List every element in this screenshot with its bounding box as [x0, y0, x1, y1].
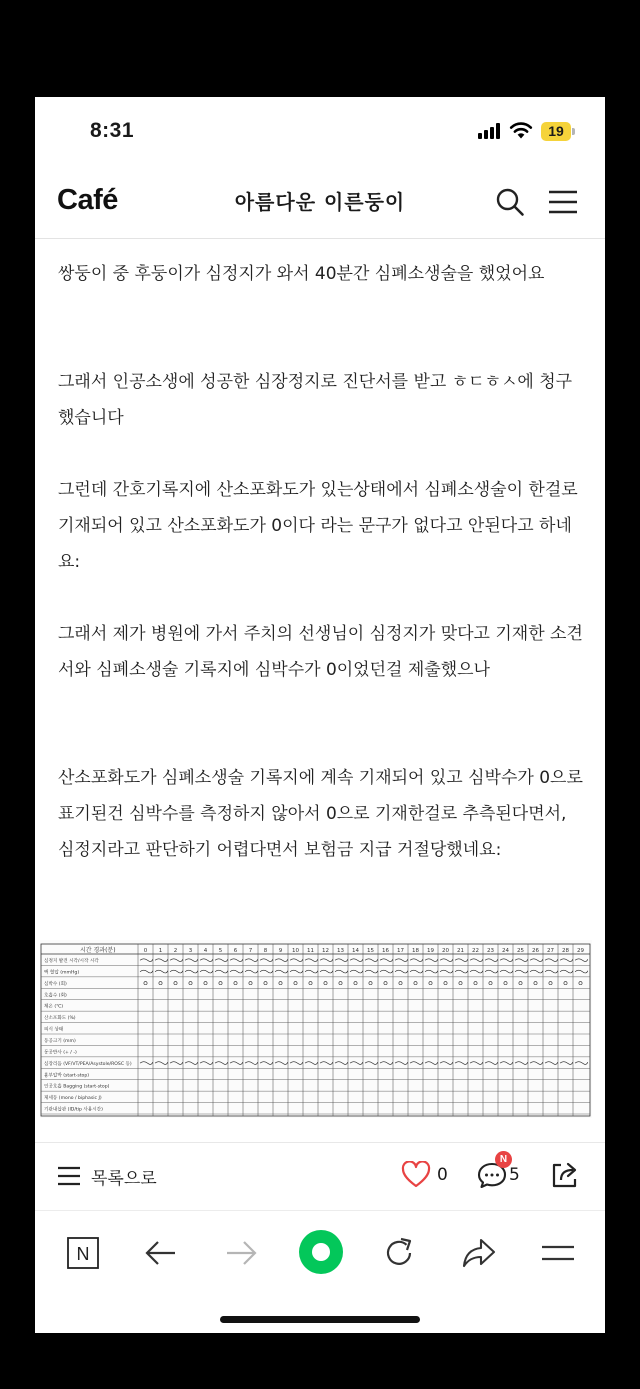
record-row-label: 동공크기 (mm)	[44, 1039, 76, 1044]
handwriting-mark	[545, 970, 558, 973]
handwriting-mark	[170, 1062, 183, 1065]
handwriting-mark	[335, 970, 348, 973]
record-minute-label: 18	[412, 948, 419, 954]
handwriting-mark	[350, 959, 363, 962]
search-icon[interactable]	[495, 187, 525, 217]
phone-screen	[35, 97, 605, 1333]
record-minute-label: 26	[532, 948, 539, 954]
handwriting-mark	[309, 982, 312, 985]
record-minute-label: 2	[173, 948, 178, 954]
naver-n-label: N	[76, 1244, 90, 1264]
handwriting-mark	[470, 970, 483, 973]
back-arrow-icon[interactable]	[141, 1233, 181, 1273]
article-paragraph: 그래서 제가 병원에 가서 주치의 선생님이 심정지가 맞다고 기재한 소견서와 심폐소생술 기록지에 심박수가 0이었던걸 제출했으나	[58, 624, 583, 680]
record-minute-label: 8	[263, 948, 268, 954]
record-minute-label: 16	[382, 948, 389, 954]
comment-button[interactable]	[477, 1154, 520, 1190]
handwriting-mark	[155, 959, 168, 962]
handwriting-mark	[189, 982, 192, 985]
article-paragraph: 그런데 간호기록지에 산소포화도가 있는상태에서 심폐소생술이 한걸로 기재되어 있고 산소포화도가 0이다 라는 문구가 없다고 안된다고 하네요:	[58, 480, 578, 572]
wifi-icon	[509, 121, 533, 139]
status-time: 8:31	[90, 119, 135, 142]
handwriting-mark	[260, 1062, 273, 1065]
handwriting-mark	[380, 970, 393, 973]
handwriting-mark	[365, 1062, 378, 1065]
handwriting-mark	[455, 959, 468, 962]
handwriting-mark	[140, 959, 153, 962]
article-body	[35, 240, 605, 1140]
cafe-logo[interactable]: Café	[57, 184, 118, 216]
back-to-list-label: 목록으로	[91, 1168, 157, 1189]
back-to-list-button[interactable]	[57, 1161, 157, 1191]
record-minute-label: 0	[143, 948, 148, 954]
handwriting-mark	[200, 1062, 213, 1065]
handwriting-mark	[350, 970, 363, 973]
record-minute-label: 14	[352, 948, 359, 954]
handwriting-mark	[249, 982, 252, 985]
handwriting-mark	[234, 982, 237, 985]
record-minute-label: 4	[203, 948, 208, 954]
handwriting-mark	[414, 982, 417, 985]
handwriting-mark	[504, 982, 507, 985]
handwriting-mark	[305, 970, 318, 973]
handwriting-mark	[230, 1062, 243, 1065]
handwriting-mark	[275, 1062, 288, 1065]
cellular-signal-icon	[478, 123, 502, 139]
handwriting-mark	[575, 1062, 588, 1065]
handwriting-mark	[320, 959, 333, 962]
handwriting-mark	[230, 959, 243, 962]
handwriting-mark	[575, 959, 588, 962]
handwriting-mark	[215, 970, 228, 973]
reload-icon[interactable]	[379, 1233, 419, 1273]
heart-icon	[401, 1161, 431, 1189]
article-action-bar	[35, 1142, 605, 1210]
handwriting-mark	[425, 1062, 438, 1065]
hamburger-menu-icon[interactable]	[547, 187, 579, 217]
handwriting-mark	[185, 970, 198, 973]
handwriting-mark	[395, 970, 408, 973]
handwriting-mark	[170, 959, 183, 962]
handwriting-mark	[245, 1062, 258, 1065]
record-minute-label: 21	[457, 948, 464, 954]
handwriting-mark	[384, 982, 387, 985]
article-paragraph: 그래서 인공소생에 성공한 심장정지로 진단서를 받고 ㅎㄷㅎㅅ에 청구했습니다	[58, 372, 573, 428]
handwriting-mark	[410, 959, 423, 962]
handwriting-mark	[279, 982, 282, 985]
handwriting-mark	[425, 970, 438, 973]
handwriting-mark	[159, 982, 162, 985]
record-minute-label: 13	[337, 948, 344, 954]
handwriting-mark	[489, 982, 492, 985]
handwriting-mark	[500, 959, 513, 962]
record-minute-label: 3	[188, 948, 193, 954]
handwriting-mark	[440, 970, 453, 973]
handwriting-mark	[260, 959, 273, 962]
record-minute-label: 23	[487, 948, 494, 954]
record-minute-label: 20	[442, 948, 449, 954]
handwriting-mark	[320, 970, 333, 973]
handwriting-mark	[470, 959, 483, 962]
record-minute-label: 17	[397, 948, 404, 954]
handwriting-mark	[305, 1062, 318, 1065]
handwriting-mark	[440, 959, 453, 962]
record-row-label: 제세동 (mono / biphasic J)	[44, 1096, 102, 1102]
record-header-label: 시간 경과(분)	[80, 947, 116, 954]
handwriting-mark	[275, 970, 288, 973]
handwriting-mark	[200, 970, 213, 973]
battery-icon: 19	[541, 122, 571, 141]
handwriting-mark	[530, 970, 543, 973]
naver-n-button[interactable]	[63, 1233, 103, 1273]
record-minute-label: 19	[427, 948, 434, 954]
record-row-label: 호흡수 (회)	[44, 993, 67, 999]
cafe-name[interactable]: 아름다운 이른둥이	[234, 190, 406, 214]
record-minute-label: 1	[158, 948, 163, 954]
handwriting-mark	[324, 982, 327, 985]
handwriting-mark	[530, 959, 543, 962]
handwriting-mark	[305, 959, 318, 962]
forward-arrow-icon[interactable]	[221, 1233, 261, 1273]
handwriting-mark	[429, 982, 432, 985]
handwriting-mark	[369, 982, 372, 985]
handwriting-mark	[515, 959, 528, 962]
handwriting-mark	[230, 970, 243, 973]
handwriting-mark	[459, 982, 462, 985]
list-icon	[57, 1166, 81, 1186]
share-icon[interactable]	[549, 1159, 581, 1191]
handwriting-mark	[560, 1062, 573, 1065]
handwriting-mark	[365, 959, 378, 962]
handwriting-mark	[350, 1062, 363, 1065]
handwriting-mark	[395, 1062, 408, 1065]
handwriting-mark	[290, 1062, 303, 1065]
handwriting-mark	[335, 959, 348, 962]
handwriting-mark	[530, 1062, 543, 1065]
handwriting-mark	[339, 982, 342, 985]
record-minute-label: 5	[218, 948, 223, 954]
record-row-label: 인공호흡 Bagging (start-stop)	[44, 1084, 110, 1090]
browser-toolbar	[35, 1210, 605, 1333]
like-button[interactable]	[401, 1160, 448, 1190]
cafe-header	[35, 169, 605, 239]
handwriting-mark	[485, 970, 498, 973]
record-minute-label: 11	[307, 948, 314, 954]
record-row-label: 심정지 발견 시각/시작 시각	[44, 959, 99, 964]
record-minute-label: 6	[233, 948, 238, 954]
handwriting-mark	[215, 959, 228, 962]
record-row-label: 동공반사 (+ / -)	[44, 1050, 77, 1056]
handwriting-mark	[549, 982, 552, 985]
handwriting-mark	[560, 959, 573, 962]
handwriting-mark	[399, 982, 402, 985]
handwriting-mark	[500, 1062, 513, 1065]
record-row-label: 산소포화도 (%)	[44, 1016, 76, 1022]
handwriting-mark	[380, 1062, 393, 1065]
handwriting-mark	[245, 959, 258, 962]
handwriting-mark	[444, 982, 447, 985]
handwriting-mark	[170, 970, 183, 973]
handwriting-mark	[470, 1062, 483, 1065]
handwriting-mark	[560, 970, 573, 973]
record-row-label: 심박수 (회)	[44, 981, 67, 987]
record-row-label: 의식 상태	[44, 1027, 64, 1033]
handwriting-mark	[294, 982, 297, 985]
handwriting-mark	[290, 959, 303, 962]
record-row-label: 체온 (℃)	[44, 1004, 64, 1010]
handwriting-mark	[174, 982, 177, 985]
handwriting-mark	[320, 1062, 333, 1065]
handwriting-mark	[380, 959, 393, 962]
handwriting-mark	[264, 982, 267, 985]
like-count: 0	[437, 1165, 448, 1185]
record-row-label: 맥 혈압 (mmHg)	[44, 970, 80, 976]
new-comment-badge: N	[495, 1151, 512, 1168]
handwriting-mark	[290, 970, 303, 973]
handwriting-mark	[245, 970, 258, 973]
record-minute-label: 12	[322, 948, 329, 954]
handwriting-mark	[425, 959, 438, 962]
handwriting-mark	[455, 970, 468, 973]
record-row-label: 흉부압박 (start-stop)	[44, 1073, 90, 1079]
article-paragraph: 산소포화도가 심폐소생술 기록지에 계속 기재되어 있고 심박수가 0으로 표기된건 심박수를 측정하지 않아서 0으로 기재한걸로 추측된다면서, 심정지라고 판단하기 어렵다면서 보험금 지급 거절당했네요:	[58, 768, 583, 860]
record-minute-label: 10	[292, 948, 299, 954]
handwriting-mark	[204, 982, 207, 985]
handwriting-mark	[515, 1062, 528, 1065]
cpr-record-image[interactable]	[40, 940, 592, 1118]
handwriting-mark	[564, 982, 567, 985]
article-paragraph: 쌍둥이 중 후둥이가 심정지가 와서 40분간 심폐소생술을 했었어요	[58, 264, 545, 284]
handwriting-mark	[500, 970, 513, 973]
handwriting-mark	[215, 1062, 228, 1065]
handwriting-mark	[335, 1062, 348, 1065]
handwriting-mark	[275, 959, 288, 962]
handwriting-mark	[155, 970, 168, 973]
handwriting-mark	[515, 970, 528, 973]
handwriting-mark	[185, 1062, 198, 1065]
record-minute-label: 22	[472, 948, 479, 954]
handwriting-mark	[219, 982, 222, 985]
record-row-label: 기관내삽관 (ID/tip 사용시간)	[44, 1107, 103, 1113]
record-minute-label: 25	[517, 948, 524, 954]
handwriting-mark	[354, 982, 357, 985]
handwriting-mark	[545, 1062, 558, 1065]
browser-menu-icon[interactable]	[538, 1233, 578, 1273]
handwriting-mark	[485, 1062, 498, 1065]
handwriting-mark	[200, 959, 213, 962]
record-minute-label: 15	[367, 948, 374, 954]
handwriting-mark	[519, 982, 522, 985]
handwriting-mark	[365, 970, 378, 973]
record-frame	[41, 944, 590, 1116]
handwriting-mark	[260, 970, 273, 973]
handwriting-mark	[485, 959, 498, 962]
handwriting-mark	[155, 1062, 168, 1065]
record-minute-label: 9	[278, 948, 283, 954]
status-bar	[35, 97, 605, 169]
handwriting-mark	[140, 1062, 153, 1065]
handwriting-mark	[440, 1062, 453, 1065]
record-minute-label: 7	[248, 948, 253, 954]
comment-count: 5	[509, 1165, 520, 1185]
handwriting-mark	[455, 1062, 468, 1065]
share-arrow-icon[interactable]	[459, 1233, 499, 1273]
record-minute-label: 24	[502, 948, 509, 954]
record-minute-label: 28	[562, 948, 569, 954]
handwriting-mark	[575, 970, 588, 973]
battery-cap	[572, 128, 575, 135]
handwriting-mark	[410, 970, 423, 973]
handwriting-mark	[395, 959, 408, 962]
home-green-dot-icon[interactable]	[297, 1228, 345, 1276]
handwriting-mark	[185, 959, 198, 962]
handwriting-mark	[410, 1062, 423, 1065]
handwriting-mark	[579, 982, 582, 985]
handwriting-mark	[144, 982, 147, 985]
home-indicator	[220, 1316, 420, 1323]
handwriting-mark	[545, 959, 558, 962]
record-row-label: 심장리듬 (VF/VT/PEA/Asystole/ROSC 등)	[44, 1061, 132, 1067]
handwriting-mark	[140, 970, 153, 973]
handwriting-mark	[474, 982, 477, 985]
handwriting-mark	[534, 982, 537, 985]
record-minute-label: 29	[577, 948, 584, 954]
record-minute-label: 27	[547, 948, 554, 954]
